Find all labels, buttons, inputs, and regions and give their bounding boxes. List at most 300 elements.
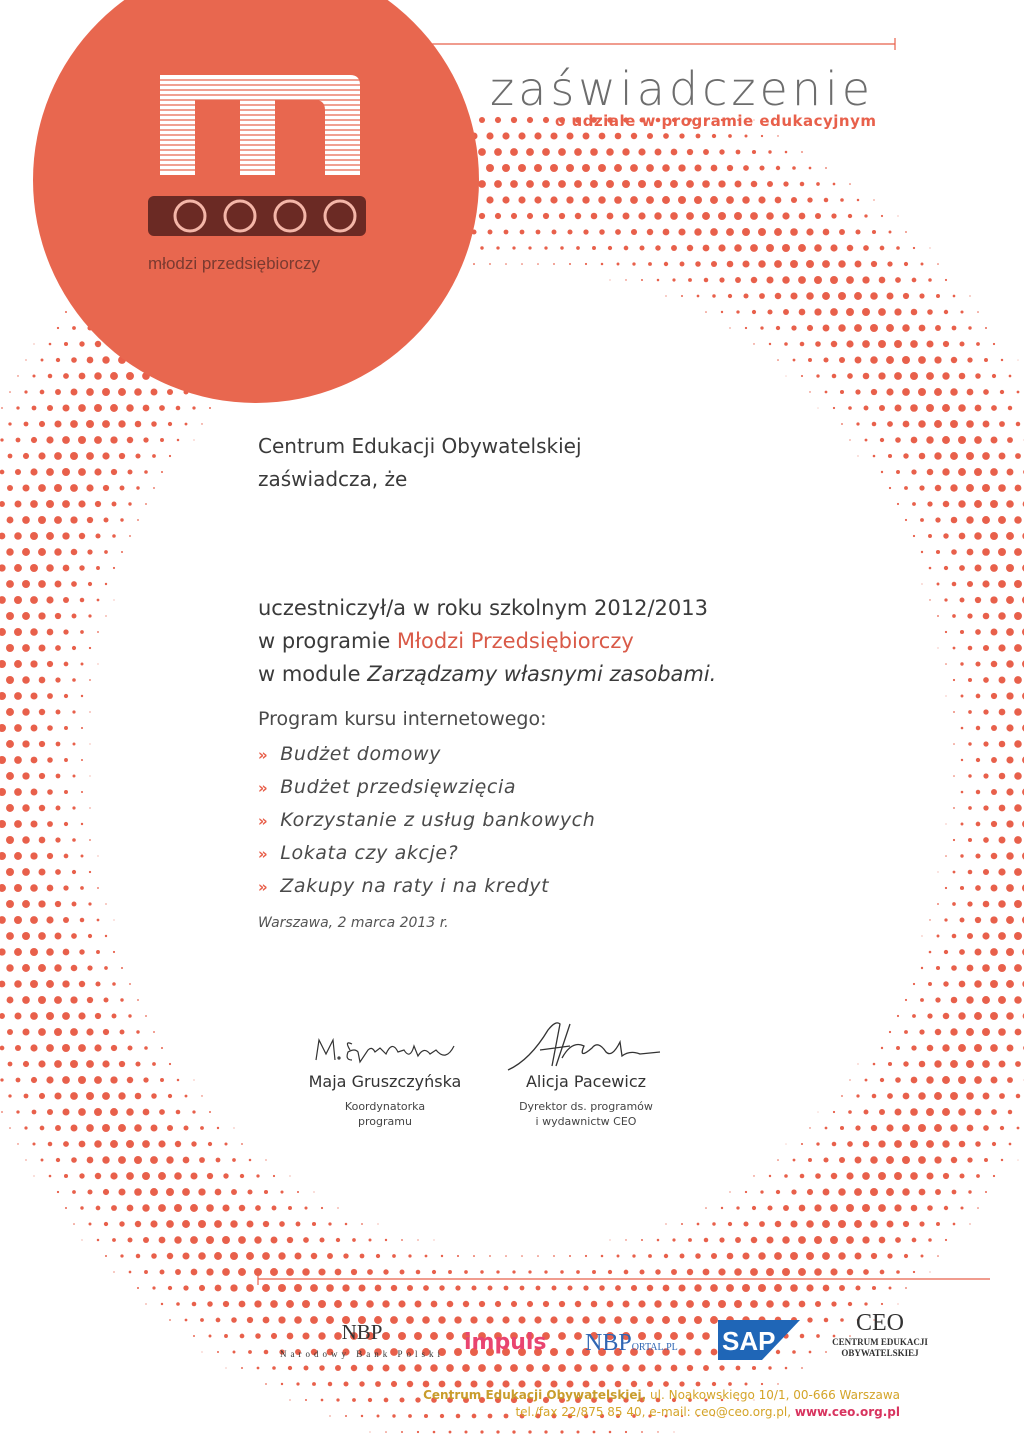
decor-dot xyxy=(918,1092,926,1100)
decor-dot xyxy=(15,1045,21,1051)
decor-dot xyxy=(855,1285,860,1290)
decor-dot xyxy=(959,981,966,988)
decor-dot xyxy=(830,1236,838,1244)
decor-dot xyxy=(416,1270,421,1275)
decor-dot xyxy=(112,1238,116,1242)
decor-dot xyxy=(223,1301,229,1307)
decor-dot xyxy=(194,440,195,441)
decor-dot xyxy=(960,598,965,603)
decor-dot xyxy=(278,1252,285,1259)
decor-dot xyxy=(47,789,53,795)
decor-dot xyxy=(934,1156,941,1163)
decor-dot xyxy=(926,1076,933,1083)
decor-dot xyxy=(502,196,509,203)
decor-dot xyxy=(808,1158,812,1162)
decor-dot xyxy=(6,868,14,876)
decor-dot xyxy=(793,1159,796,1162)
signatory-role-line: i wydawnictw CEO xyxy=(535,1115,637,1128)
decor-dot xyxy=(985,1191,987,1193)
decor-dot xyxy=(702,180,710,188)
decor-dot xyxy=(591,213,598,220)
decor-dot xyxy=(911,1205,918,1212)
decor-dot xyxy=(847,245,854,252)
decor-dot xyxy=(958,436,966,444)
decor-dot xyxy=(496,1430,499,1433)
decor-dot xyxy=(598,1316,606,1324)
decor-dot xyxy=(512,1270,515,1273)
decor-dot xyxy=(742,260,749,267)
decor-dot xyxy=(984,1158,988,1162)
decor-dot xyxy=(144,1046,148,1050)
decor-dot xyxy=(0,1078,3,1081)
decor-dot xyxy=(543,1301,549,1307)
decor-dot xyxy=(94,1140,102,1148)
decor-dot xyxy=(800,1334,805,1339)
decor-dot xyxy=(945,855,947,857)
decor-dot xyxy=(46,436,53,443)
decor-dot xyxy=(999,741,1006,748)
decor-dot xyxy=(846,308,854,316)
decor-dot xyxy=(521,1255,523,1257)
decor-dot xyxy=(39,421,45,427)
decor-dot xyxy=(825,1127,828,1130)
decor-dot xyxy=(143,1237,149,1243)
decor-dot xyxy=(38,900,45,907)
decor-dot xyxy=(87,965,92,970)
decor-dot xyxy=(431,1301,438,1308)
certificate-title: zaświadczenie xyxy=(490,62,875,116)
decor-dot xyxy=(226,1368,227,1369)
decor-dot xyxy=(351,1365,357,1371)
decor-dot xyxy=(432,1270,436,1274)
decor-dot xyxy=(726,1284,734,1292)
decor-dot xyxy=(471,1285,476,1290)
decor-dot xyxy=(217,1127,219,1129)
decor-dot xyxy=(968,646,973,651)
decor-dot xyxy=(176,1302,180,1306)
decor-dot xyxy=(918,1156,926,1164)
decor-dot xyxy=(710,196,718,204)
decor-dot xyxy=(921,935,922,936)
decor-dot xyxy=(478,148,486,156)
decor-dot xyxy=(919,1029,924,1034)
decor-dot xyxy=(800,1174,805,1179)
decor-dot xyxy=(958,1076,966,1084)
decor-dot xyxy=(14,628,22,636)
decor-dot xyxy=(175,1141,181,1147)
decor-dot xyxy=(862,276,869,283)
decor-dot xyxy=(799,1301,806,1308)
decor-dot xyxy=(111,1205,117,1211)
decor-dot xyxy=(87,517,93,523)
decor-dot xyxy=(990,564,998,572)
decor-dot xyxy=(838,1252,845,1259)
decor-dot xyxy=(815,1173,821,1179)
decor-dot xyxy=(1006,916,1014,924)
decor-dot xyxy=(0,981,5,988)
decor-dot xyxy=(233,1127,234,1128)
decor-dot xyxy=(921,551,923,553)
decor-dot xyxy=(798,244,806,252)
decor-dot xyxy=(64,342,68,346)
decor-dot xyxy=(30,596,38,604)
decor-dot xyxy=(367,1269,373,1275)
decor-dot xyxy=(526,148,534,156)
decor-dot xyxy=(864,406,869,411)
decor-dot xyxy=(839,229,845,235)
decor-dot xyxy=(1006,532,1014,540)
decor-dot xyxy=(192,1110,195,1113)
decor-dot xyxy=(975,405,982,412)
decor-dot xyxy=(719,1365,724,1370)
decor-dot xyxy=(943,1013,950,1020)
decor-dot xyxy=(727,165,733,171)
decor-dot xyxy=(610,1240,611,1241)
decor-dot xyxy=(727,1253,734,1260)
decor-dot xyxy=(400,1270,405,1275)
decor-dot xyxy=(64,726,68,730)
decor-dot xyxy=(25,1159,26,1160)
decor-dot xyxy=(54,1092,61,1099)
decor-dot xyxy=(638,180,646,188)
decor-dot xyxy=(991,885,998,892)
decor-dot xyxy=(97,919,100,922)
decor-dot xyxy=(537,263,539,265)
decor-dot xyxy=(654,180,662,188)
decor-dot xyxy=(1006,852,1013,859)
decor-dot xyxy=(990,1012,998,1020)
decor-dot xyxy=(809,391,810,392)
decor-dot xyxy=(102,452,109,459)
decor-dot xyxy=(22,900,30,908)
decor-dot xyxy=(903,293,909,299)
decor-dot xyxy=(878,1172,886,1180)
decor-dot xyxy=(961,759,963,761)
certificate-subtitle: o udziale w programie edukacyjnym xyxy=(555,112,877,130)
course-topic-text: Lokata czy akcje? xyxy=(280,842,459,864)
decor-dot xyxy=(944,566,948,570)
decor-dot xyxy=(982,484,990,492)
decor-dot xyxy=(911,1045,916,1050)
decor-dot xyxy=(1014,772,1022,780)
decor-dot xyxy=(63,629,68,634)
decor-dot xyxy=(790,228,798,236)
decor-dot xyxy=(990,500,998,508)
decor-dot xyxy=(967,933,973,939)
decor-dot xyxy=(974,980,982,988)
decor-dot xyxy=(974,1044,982,1052)
decor-dot xyxy=(118,420,125,427)
decor-dot xyxy=(62,500,70,508)
decor-dot xyxy=(214,1220,222,1228)
decor-dot xyxy=(991,821,997,827)
decor-dot xyxy=(950,1028,957,1035)
decor-dot xyxy=(142,1140,150,1148)
decor-dot xyxy=(937,903,939,905)
decor-dot xyxy=(15,1013,22,1020)
decor-dot xyxy=(1,407,3,409)
decor-dot xyxy=(72,678,76,682)
decor-dot xyxy=(94,1076,102,1084)
decor-dot xyxy=(169,1319,171,1321)
decor-dot xyxy=(574,148,582,156)
decor-dot xyxy=(983,805,988,810)
decor-dot xyxy=(110,1140,118,1148)
decor-dot xyxy=(103,1029,109,1035)
decor-dot xyxy=(128,1046,133,1051)
decor-dot xyxy=(527,117,533,123)
decor-dot xyxy=(87,549,92,554)
decor-dot xyxy=(534,164,542,172)
decor-dot xyxy=(848,1302,852,1306)
decor-dot xyxy=(478,1364,486,1372)
decor-dot xyxy=(142,1172,150,1180)
decor-dot xyxy=(936,294,940,298)
decor-dot xyxy=(864,214,867,217)
decor-dot xyxy=(182,1220,190,1228)
decor-dot xyxy=(975,1109,982,1116)
decor-dot xyxy=(207,1173,213,1179)
decor-dot xyxy=(783,1205,789,1211)
decor-dot xyxy=(791,1189,796,1194)
decor-dot xyxy=(104,518,109,523)
decor-dot xyxy=(950,1124,958,1132)
decor-dot xyxy=(711,1349,718,1356)
decor-dot xyxy=(910,1140,918,1148)
decor-dot xyxy=(750,212,758,220)
decor-dot xyxy=(576,1270,580,1274)
decor-dot xyxy=(64,694,68,698)
decor-dot xyxy=(849,183,851,185)
decor-dot xyxy=(7,997,14,1004)
decor-dot xyxy=(983,421,990,428)
decor-dot xyxy=(610,280,611,281)
decor-dot xyxy=(657,1431,658,1432)
decor-dot xyxy=(1006,756,1013,763)
decor-dot xyxy=(920,518,924,522)
decor-dot xyxy=(952,614,956,618)
decor-dot xyxy=(22,484,29,491)
decor-dot xyxy=(632,1254,635,1257)
decor-dot xyxy=(231,1189,237,1195)
decor-dot xyxy=(480,1430,483,1433)
decor-dot xyxy=(966,516,973,523)
decor-dot xyxy=(54,996,62,1004)
decor-dot xyxy=(1006,692,1013,699)
decor-dot xyxy=(785,1367,788,1370)
decor-dot xyxy=(961,791,964,794)
decor-dot xyxy=(150,1188,158,1196)
decor-dot xyxy=(967,357,972,362)
decor-dot xyxy=(78,1108,86,1116)
decor-dot xyxy=(993,1175,995,1177)
decor-dot xyxy=(534,132,541,139)
decor-dot xyxy=(961,727,964,730)
decor-dot xyxy=(809,1127,810,1128)
decor-dot xyxy=(766,212,774,220)
decor-dot xyxy=(326,1284,334,1292)
decor-dot xyxy=(951,357,957,363)
decor-dot xyxy=(894,308,901,315)
decor-dot xyxy=(86,1060,94,1068)
decor-dot xyxy=(110,372,118,380)
decor-dot xyxy=(407,1285,413,1291)
decor-dot xyxy=(712,1382,716,1386)
decor-dot xyxy=(871,1253,877,1259)
decor-dot xyxy=(110,1108,118,1116)
decor-dot xyxy=(830,1204,838,1212)
decor-dot xyxy=(536,1286,541,1291)
decor-dot xyxy=(686,180,694,188)
decor-dot xyxy=(360,1254,365,1259)
decor-dot xyxy=(102,356,109,363)
decor-dot xyxy=(991,629,998,636)
decor-dot xyxy=(22,676,30,684)
decor-dot xyxy=(881,471,883,473)
decor-dot xyxy=(702,212,710,220)
decor-dot xyxy=(974,532,982,540)
decor-dot xyxy=(975,885,981,891)
decor-dot xyxy=(951,965,957,971)
decor-dot xyxy=(72,326,76,330)
decor-dot xyxy=(998,964,1006,972)
decor-dot xyxy=(143,1109,150,1116)
decor-dot xyxy=(998,932,1006,940)
decor-dot xyxy=(679,1381,684,1386)
decor-dot xyxy=(86,388,94,396)
decor-dot xyxy=(303,1237,309,1243)
decor-dot xyxy=(198,1252,206,1260)
decor-dot xyxy=(40,1126,45,1131)
decor-dot xyxy=(511,213,517,219)
decor-dot xyxy=(816,182,820,186)
decor-dot xyxy=(1014,868,1022,876)
decor-dot xyxy=(207,1301,213,1307)
decor-dot xyxy=(135,1093,142,1100)
decor-dot xyxy=(782,1236,790,1244)
decor-dot xyxy=(38,548,46,556)
decor-dot xyxy=(65,311,67,313)
decor-dot xyxy=(777,1159,779,1161)
decor-dot xyxy=(894,372,902,380)
decor-dot xyxy=(936,550,940,554)
decor-dot xyxy=(929,951,932,954)
decor-dot xyxy=(889,1031,891,1033)
decor-dot xyxy=(951,997,958,1004)
decor-dot xyxy=(86,452,94,460)
decor-dot xyxy=(872,230,876,234)
decor-dot xyxy=(126,404,133,411)
decor-dot xyxy=(304,1366,309,1371)
decor-dot xyxy=(903,1221,909,1227)
decor-dot xyxy=(0,884,6,892)
decor-dot xyxy=(185,423,188,426)
decor-dot xyxy=(574,1332,582,1340)
decor-dot xyxy=(943,981,948,986)
decor-dot xyxy=(953,743,955,745)
decor-dot xyxy=(953,807,955,809)
decor-dot xyxy=(631,229,637,235)
decor-dot xyxy=(502,164,510,172)
decor-dot xyxy=(463,1301,469,1307)
decor-dot xyxy=(960,1206,963,1209)
decor-dot xyxy=(81,855,84,858)
decor-dot xyxy=(601,1255,604,1258)
decor-dot xyxy=(505,1255,507,1257)
decor-dot xyxy=(22,996,30,1004)
decor-dot xyxy=(641,279,643,281)
logo-m-icon xyxy=(148,75,366,236)
footer-website-link[interactable]: www.ceo.org.pl xyxy=(794,1405,900,1419)
decor-dot xyxy=(847,373,853,379)
decor-dot xyxy=(1014,676,1022,684)
decor-dot xyxy=(983,741,988,746)
decor-dot xyxy=(1014,804,1022,812)
decor-dot xyxy=(838,1188,845,1195)
decor-dot xyxy=(863,1141,870,1148)
decor-dot xyxy=(886,1124,893,1131)
decor-dot xyxy=(895,1109,902,1116)
decor-dot xyxy=(942,1044,949,1051)
decor-dot xyxy=(151,1093,157,1099)
course-topic xyxy=(258,771,595,804)
decor-dot xyxy=(70,1092,78,1100)
decor-dot xyxy=(719,1237,724,1242)
decor-dot xyxy=(14,596,22,604)
course-topic-text: Budżet domowy xyxy=(280,743,441,765)
decor-dot xyxy=(1018,1160,1019,1161)
decor-dot xyxy=(22,964,30,972)
decor-dot xyxy=(255,1205,261,1211)
decor-dot xyxy=(902,1188,910,1196)
decor-dot xyxy=(998,580,1006,588)
decor-dot xyxy=(934,452,941,459)
decor-dot xyxy=(974,1076,982,1084)
decor-dot xyxy=(758,260,766,268)
decor-dot xyxy=(807,197,812,202)
decor-dot xyxy=(271,1237,278,1244)
decor-dot xyxy=(494,180,502,188)
decor-dot xyxy=(946,696,947,697)
decor-dot xyxy=(879,405,885,411)
decor-dot xyxy=(510,1364,518,1372)
decor-dot xyxy=(382,1364,389,1371)
decor-dot xyxy=(921,583,922,584)
decor-dot xyxy=(927,1013,932,1018)
decor-dot xyxy=(912,278,917,283)
footer-phone-email: tel./fax 22/875 85 40, e-mail: ceo@ceo.org.pl, xyxy=(515,1405,795,1419)
decor-dot xyxy=(64,758,68,762)
decor-dot xyxy=(47,693,53,699)
decor-dot xyxy=(703,1365,709,1371)
decor-dot xyxy=(792,166,796,170)
decor-dot xyxy=(7,517,14,524)
decor-dot xyxy=(881,1303,883,1305)
decor-dot xyxy=(705,1207,707,1209)
decor-dot xyxy=(558,180,566,188)
decor-dot xyxy=(975,565,982,572)
decor-dot xyxy=(991,661,998,668)
decor-dot xyxy=(822,260,830,268)
decor-dot xyxy=(919,1221,924,1226)
decor-dot xyxy=(80,630,84,634)
decor-dot xyxy=(950,388,958,396)
decor-dot xyxy=(1000,390,1004,394)
decor-dot xyxy=(30,628,38,636)
decor-dot xyxy=(40,390,45,395)
decor-dot xyxy=(766,1268,774,1276)
decor-dot xyxy=(38,1028,46,1036)
